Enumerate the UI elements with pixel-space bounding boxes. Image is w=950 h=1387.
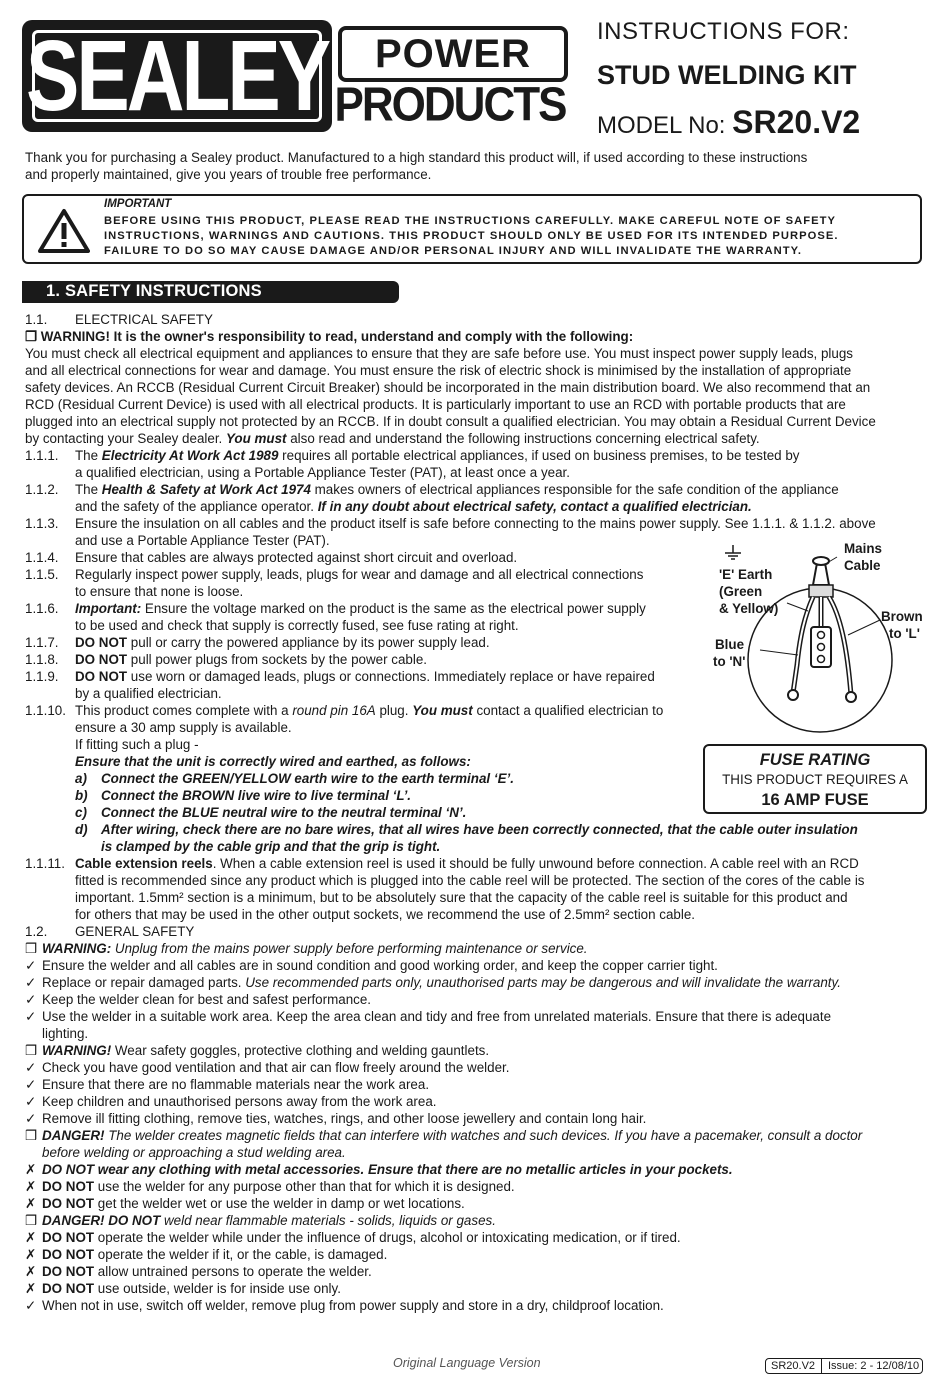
plug-wiring-diagram [705,535,935,735]
item-text [75,855,859,872]
products-logo [334,77,566,132]
text: makes owners of electrical appliances responsible for the safe condition of the appliance [310,482,839,497]
item-number: 1.1.9. [25,669,59,684]
item-text: and use a Portable Appliance Tester (PAT). [75,533,330,548]
emphasis: DO NOT [42,1230,95,1245]
paragraph-line: safety devices. An RCCB (Residual Current Circuit Breaker) should be incorporated in the main distribution board. We also recommend that an [25,380,871,395]
emphasis: Health & Safety at Work Act 1974 [101,482,311,497]
subsection-title: GENERAL SAFETY [75,924,195,939]
electrical-warning [25,328,633,345]
item-text: a qualified electrician, using a Portable Appliance Tester (PAT), at least once a year. [75,465,570,480]
step-letter: c) [75,805,87,820]
item-text [75,481,839,498]
products-logo-text: PRODUCTS [334,77,566,132]
text: The [75,482,102,497]
footer-issue-box [765,1358,923,1374]
item-number: 1.1.11. [25,856,65,871]
safety-line: Remove ill fitting clothing, remove ties, watches, rings, and other loose jewellery and contain long hair. [42,1111,647,1126]
item-number: 1.1.3. [25,516,59,531]
item-text: Ensure the insulation on all cables and the product itself is safe before connecting to the mains power supply. See 1.1.1. & 1.1.2. above [75,516,876,531]
emphasis: WARNING: [42,941,112,956]
subsection-number: 1.2. [25,924,48,939]
earth-label-colour: (Green [719,584,763,599]
step-letter: b) [75,788,88,803]
item-text: to be used and check that supply is correctly fused, see fuse rating at right. [75,618,519,633]
item-number: 1.1.4. [25,550,59,565]
safety-line [42,1246,387,1263]
text: allow untrained persons to operate the welder. [94,1264,372,1279]
safety-line [42,1195,465,1212]
important-text [104,214,894,259]
fuse-rating-amp: 16 AMP FUSE [761,791,869,809]
paragraph-line: and all electrical connections for wear and damage. You must ensure the risk of electric shock is minimised by the installation of appropriate [25,363,852,378]
section-heading: 1. SAFETY INSTRUCTIONS [46,282,262,300]
cross-icon: ✗ [25,1162,37,1177]
emphasis: DO NOT [42,1281,95,1296]
emphasis: DO NOT [75,669,128,684]
subsection-title: ELECTRICAL SAFETY [75,312,213,327]
text: and the safety of the appliance operator. [75,499,318,514]
step-text: Connect the GREEN/YELLOW earth wire to the earth terminal ‘E’. [101,771,514,786]
safety-line [42,1280,341,1297]
section-heading-bar [22,281,399,303]
emphasis: DO NOT [75,652,128,667]
intro-paragraph [25,149,925,183]
item-text [75,634,490,651]
important-line: FAILURE TO DO SO MAY CAUSE DAMAGE AND/OR PERSONAL INJURY AND WILL INVALIDATE THE WARRANTY. [104,245,803,257]
check-icon: ✓ [25,975,37,990]
important-title: IMPORTANT [104,198,172,210]
item-text: Ensure that the unit is correctly wired and earthed, as follows: [75,754,471,769]
model-number: SR20.V2 [732,104,861,140]
checkbox-icon: ❒ [25,329,38,344]
check-icon: ✓ [25,1111,37,1126]
text: plug. [375,703,413,718]
item-number: 1.1.8. [25,652,59,667]
checkbox-icon: ❒ [25,941,38,956]
emphasis: Important: [75,601,142,616]
safety-line [42,1127,862,1144]
text: contact a qualified electrician to [472,703,664,718]
blue-label: Blue [715,637,745,652]
cross-icon: ✗ [25,1179,37,1194]
text: Replace or repair damaged parts. [42,975,246,990]
emphasis: DO NOT [42,1264,95,1279]
text: operate the welder if it, or the cable, is damaged. [94,1247,388,1262]
item-text: by a qualified electrician. [75,686,222,701]
safety-line [42,1263,372,1280]
text: . When a cable extension reel is used it should be fully unwound before connection. A cable reel with an RCD [212,856,859,871]
paragraph-line: RCD (Residual Current Device) is used with all electrical products. It is particularly important to use an RCD with portable products that are [25,397,846,412]
power-logo-text: POWER [374,32,532,76]
item-text [75,668,655,685]
checkbox-icon: ❒ [25,1128,38,1143]
emphasis: You must [225,431,287,446]
emphasis: DO NOT [75,635,128,650]
blue-label-terminal: to 'N' [713,654,746,669]
emphasis: DO NOT [42,1247,95,1262]
cross-icon: ✗ [25,1230,37,1245]
earth-label-colour: & Yellow) [719,601,779,616]
safety-line: When not in use, switch off welder, remove plug from power supply and store in a dry, childproof location. [42,1298,664,1313]
wiring-step [75,821,858,838]
wiring-step [75,787,411,804]
footer-divider [821,1359,822,1373]
emphasis: DO NOT [42,1179,95,1194]
text: requires all portable electrical appliances, if used on business premises, to be tested by [278,448,800,463]
emphasis: You must [412,703,473,718]
step-letter: d) [75,822,88,837]
footer-language-note: Original Language Version [393,1356,541,1370]
safety-line [42,1042,489,1059]
important-notice [22,194,922,264]
instructions-for-label: INSTRUCTIONS FOR: [597,18,850,45]
text: by contacting your Sealey dealer. [25,431,226,446]
text: weld near flammable materials - solids, liquids or gases. [160,1213,496,1228]
paragraph-line: plugged into an electrical supply not protected by an RCCB. If in doubt consult a qualified electrician. You may obtain a Residual Current Device [25,414,876,429]
emphasis: Use recommended parts only, unauthorised parts may be dangerous and will invalidate the warranty. [245,975,841,990]
warning-text: WARNING! It is the owner's responsibility to read, understand and comply with the following: [40,329,634,344]
wiring-step [75,770,514,787]
step-text: Connect the BLUE neutral wire to the neutral terminal ‘N’. [101,805,467,820]
safety-line [42,974,841,991]
item-number: 1.1.1. [25,448,59,463]
text: pull power plugs from sockets by the power cable. [127,652,428,667]
safety-line: Keep the welder clean for best and safest performance. [42,992,372,1007]
wiring-step [75,804,466,821]
checkbox-icon: ❒ [25,1043,38,1058]
safety-line: Ensure the welder and all cables are in sound condition and good working order, and keep the copper carrier tight. [42,958,718,973]
fuse-rating-text: THIS PRODUCT REQUIRES A [722,772,908,787]
safety-line: DO NOT wear any clothing with metal accessories. Ensure that there are no metallic articles in your pockets. [42,1162,733,1177]
text: also read and understand the following instructions concerning electrical safety. [286,431,760,446]
cable-label: Cable [844,558,881,573]
item-text: Regularly inspect power supply, leads, plugs for wear and damage and all electrical connections [75,567,644,582]
item-number: 1.1.10. [25,703,66,718]
product-title: STUD WELDING KIT [597,60,857,90]
footer-issue: Issue: 2 - 12/08/10 [828,1360,920,1372]
item-number: 1.1.5. [25,567,59,582]
item-text [75,702,663,719]
item-text [75,447,799,464]
item-text [75,651,427,668]
intro-line: Thank you for purchasing a Sealey product. Manufactured to a high standard this product will, if used according to these instructions [25,150,808,165]
checkbox-icon: ❒ [25,1213,38,1228]
check-icon: ✓ [25,1298,37,1313]
item-text: If fitting such a plug - [75,737,199,752]
item-text: fitted is recommended since any product which is plugged into the cable reel will be protected. The section of the cores of the cable is [75,873,865,888]
item-text [75,498,752,515]
check-icon: ✓ [25,1077,37,1092]
important-line: INSTRUCTIONS, WARNINGS AND CAUTIONS. THIS PRODUCT SHOULD ONLY BE USED FOR ITS INTENDED PURPOSE. [104,230,839,242]
emphasis: DANGER! DO NOT [42,1213,161,1228]
text: Unplug from the mains power supply before performing maintenance or service. [111,941,588,956]
model-label: MODEL No: [597,112,733,139]
step-text: After wiring, check there are no bare wires, that all wires have been correctly connected, that the cable outer insulation [101,822,858,837]
earth-label: 'E' Earth [719,567,773,582]
paragraph-line [25,430,760,447]
fuse-rating-title: FUSE RATING [759,751,871,769]
check-icon: ✓ [25,958,37,973]
item-text: Ensure that cables are always protected against short circuit and overload. [75,550,518,565]
paragraph-line: You must check all electrical equipment and appliances to ensure that they are safe before use. You must inspect power supply leads, plugs [25,346,853,361]
safety-line: lighting. [42,1026,89,1041]
check-icon: ✓ [25,1060,37,1075]
safety-line: Ensure that there are no flammable materials near the work area. [42,1077,430,1092]
cross-icon: ✗ [25,1281,37,1296]
emphasis: WARNING! [42,1043,112,1058]
intro-line: and properly maintained, give you years of trouble free performance. [25,167,432,182]
text: use worn or damaged leads, plugs or connections. Immediately replace or have repaired [127,669,655,684]
item-text: to ensure that none is loose. [75,584,244,599]
text: Ensure the voltage marked on the product is the same as the electrical power supply [141,601,646,616]
safety-line [42,1178,515,1195]
important-line: BEFORE USING THIS PRODUCT, PLEASE READ THE INSTRUCTIONS CAREFULLY. MAKE CAREFUL NOTE OF SAFETY [104,215,837,227]
item-number: 1.1.7. [25,635,59,650]
item-text: important. 1.5mm² section is a minimum, but to be absolutely sure that the capacity of the cable reel is suitable for this product and [75,890,848,905]
power-logo [338,26,568,82]
text: operate the welder while under the influence of drugs, alcohol or intoxicating medication, or if tired. [94,1230,681,1245]
brown-label-terminal: to 'L' [889,626,920,641]
text: get the welder wet or use the welder in damp or wet locations. [94,1196,465,1211]
emphasis: Electricity At Work Act 1989 [101,448,279,463]
sealey-logo [22,20,332,132]
step-text: Connect the BROWN live wire to live terminal ‘L’. [101,788,412,803]
text: use outside, welder is for inside use only. [94,1281,341,1296]
safety-line: before welding or approaching a stud welding area. [42,1145,346,1160]
text: This product comes complete with a [75,703,293,718]
safety-line [42,1229,681,1246]
item-number: 1.1.2. [25,482,59,497]
mains-label: Mains [844,541,882,556]
safety-line: Check you have good ventilation and that air can flow freely around the welder. [42,1060,510,1075]
check-icon: ✓ [25,1009,37,1024]
item-text: for others that may be used in the other output sockets, we recommend the use of 2.5mm² section cable. [75,907,696,922]
cross-icon: ✗ [25,1264,37,1279]
safety-line: Use the welder in a suitable work area. Keep the area clean and tidy and free from unrelated materials. Ensure that there is adequate [42,1009,832,1024]
fuse-rating-box [703,744,927,814]
check-icon: ✓ [25,992,37,1007]
safety-line [42,940,588,957]
text: pull or carry the powered appliance by its power supply lead. [127,635,490,650]
check-icon: ✓ [25,1094,37,1109]
model-line [597,104,860,141]
emphasis: Cable extension reels [75,856,213,871]
safety-line: Keep children and unauthorised persons away from the work area. [42,1094,437,1109]
step-letter: a) [75,771,87,786]
text: Wear safety goggles, protective clothing and welding gauntlets. [111,1043,490,1058]
sealey-logo-text: SEALEY [25,19,329,131]
brown-label: Brown [881,609,923,624]
item-text [75,600,646,617]
wiring-step-continued: is clamped by the cable grip and that the grip is tight. [101,839,441,854]
text: use the welder for any purpose other than that for which it is designed. [94,1179,515,1194]
footer-model: SR20.V2 [771,1360,816,1372]
emphasis: DANGER! [42,1128,105,1143]
emphasis: DO NOT [42,1196,95,1211]
cross-icon: ✗ [25,1247,37,1262]
text: The [75,448,102,463]
subsection-number: 1.1. [25,312,48,327]
item-text: ensure a 30 amp supply is available. [75,720,292,735]
emphasis: round pin 16A [292,703,376,718]
warning-triangle-icon [38,208,90,254]
cross-icon: ✗ [25,1196,37,1211]
text: The welder creates magnetic fields that can interfere with watches and such devices. If you have a pacemaker, consult a doctor [104,1128,863,1143]
item-number: 1.1.6. [25,601,59,616]
safety-line [42,1212,496,1229]
emphasis: If in any doubt about electrical safety, contact a qualified electrician. [317,499,752,514]
